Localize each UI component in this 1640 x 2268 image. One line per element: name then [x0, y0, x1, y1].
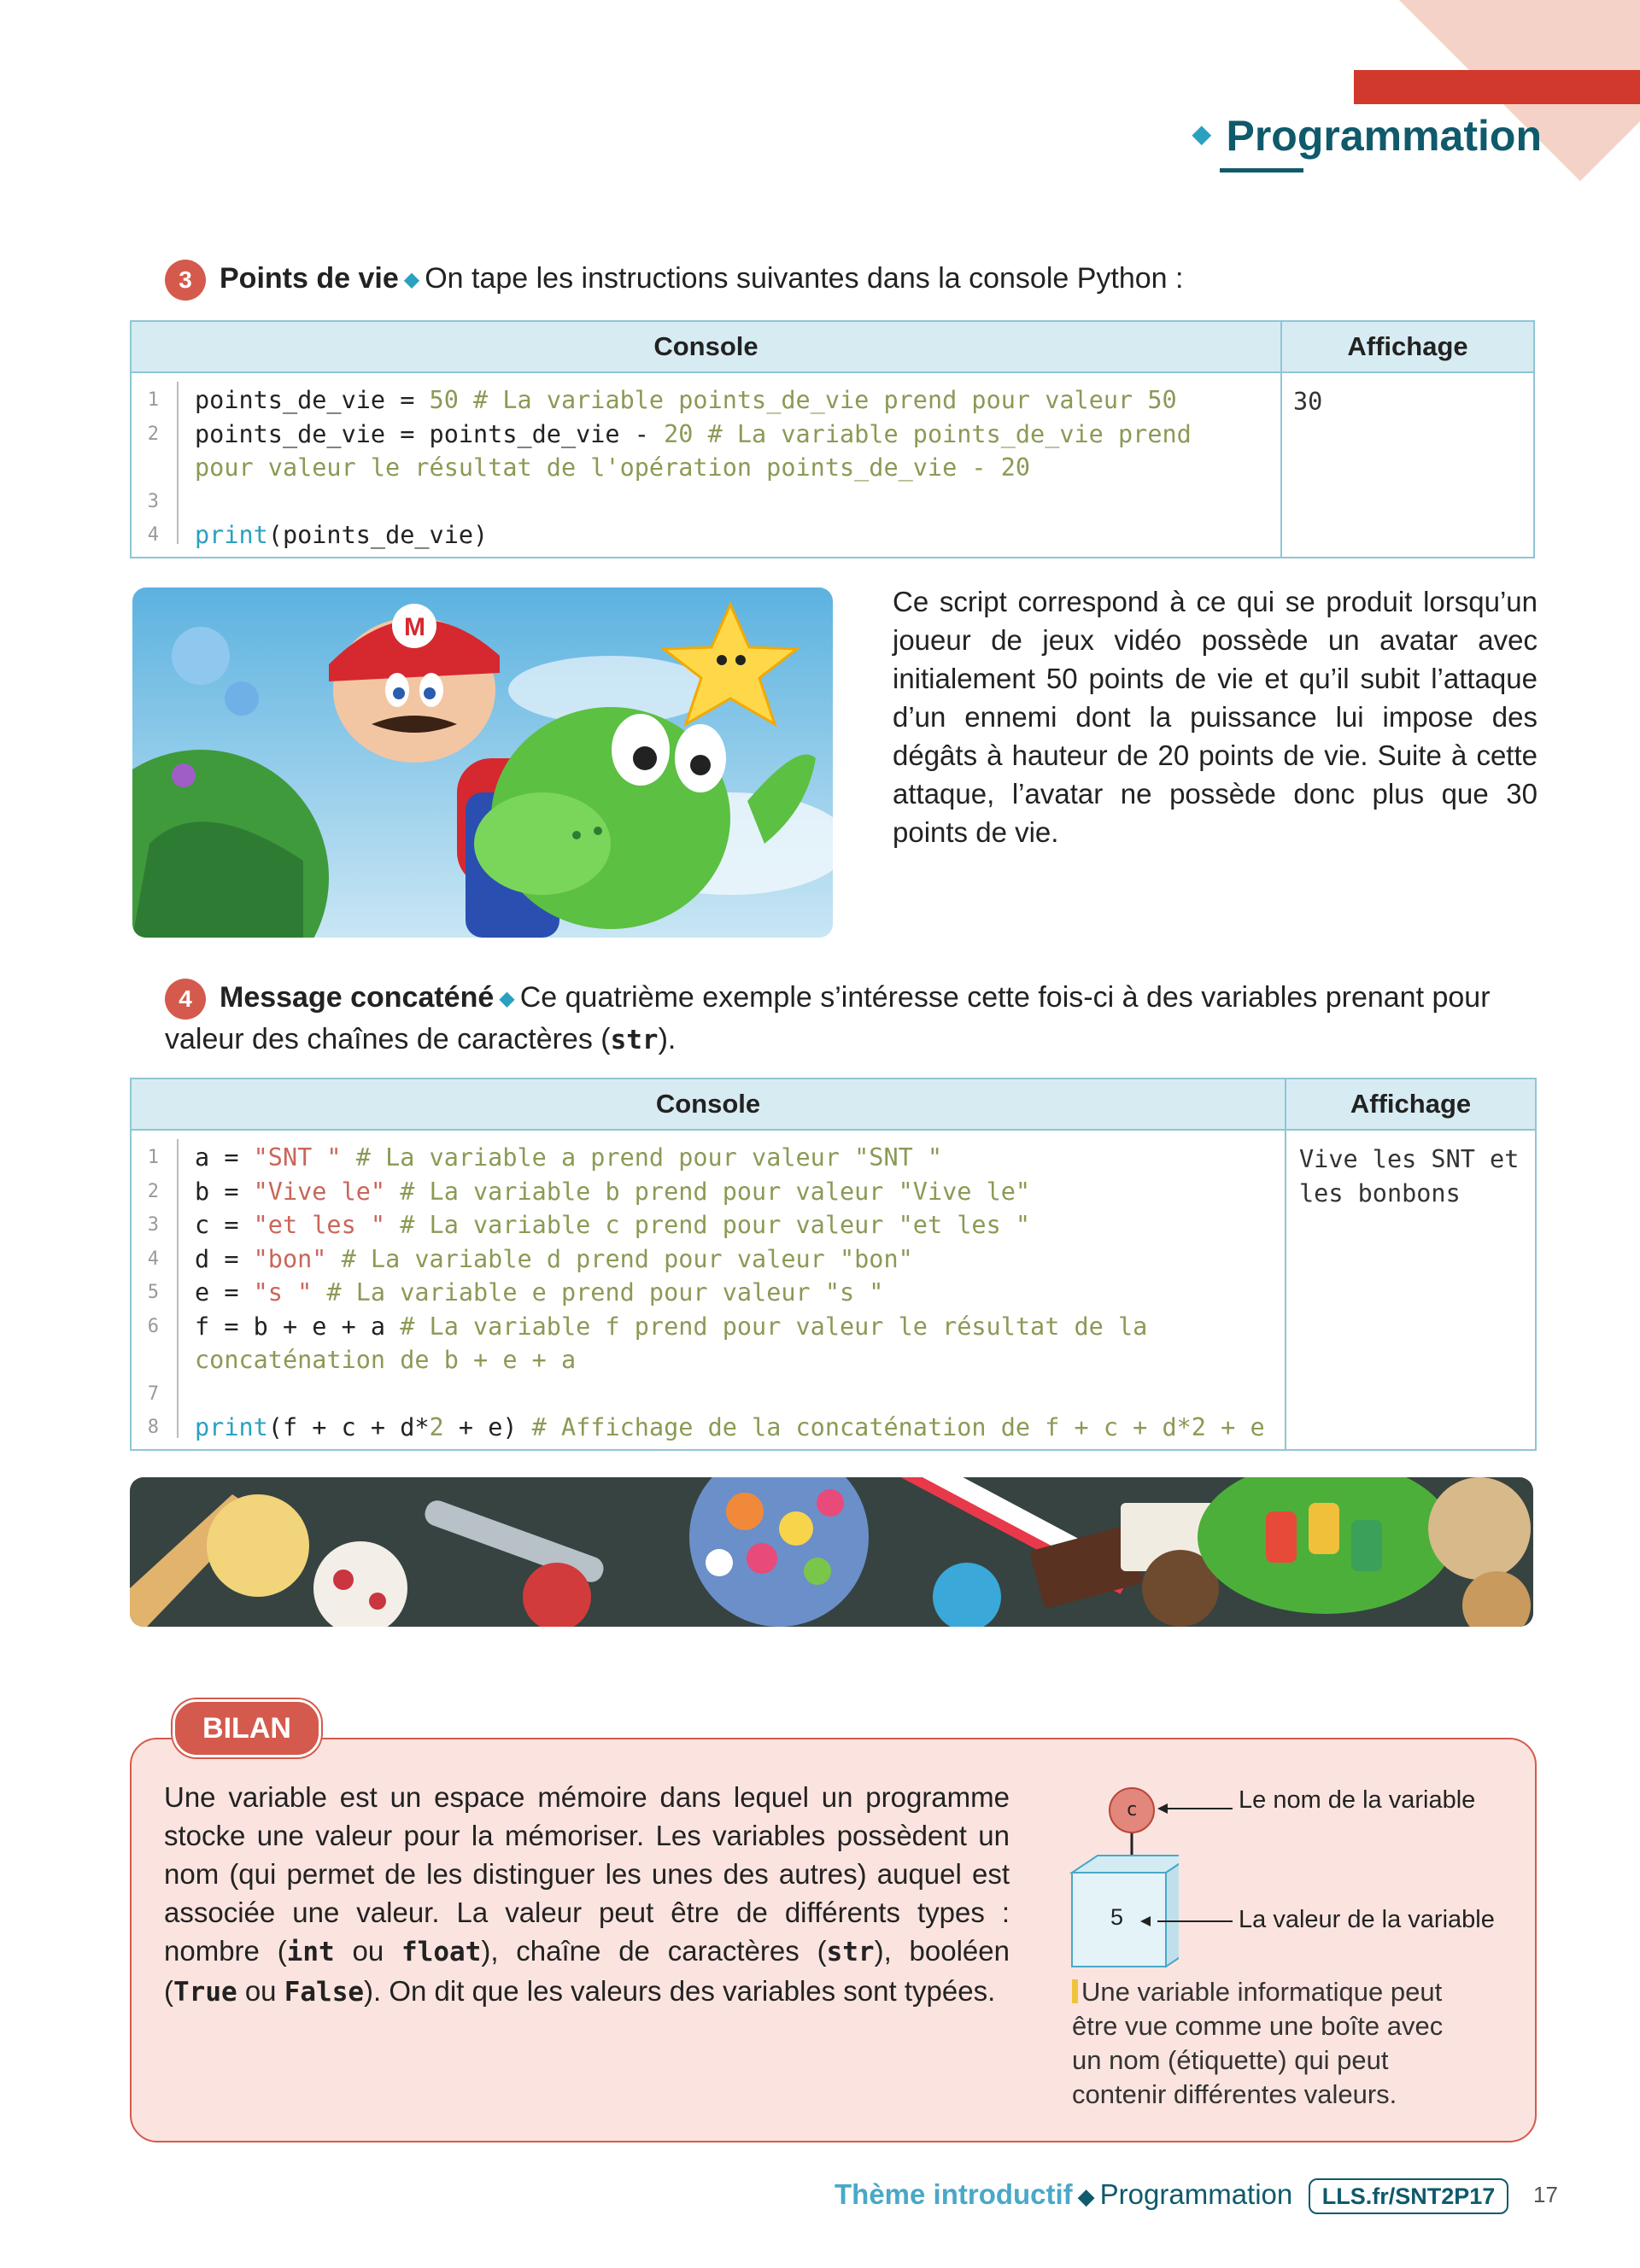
- exercise-number-badge: 4: [165, 979, 206, 1020]
- inline-code: float: [401, 1937, 482, 1967]
- exercise-3-heading: [165, 259, 1532, 301]
- console-header: Console: [132, 322, 1280, 373]
- exercise-intro: On tape les instructions suivantes dans la console Python :: [425, 262, 1184, 295]
- inline-code: False: [284, 1977, 365, 2008]
- game-illustration: [132, 587, 833, 938]
- page-title: [1187, 111, 1542, 161]
- console-table-3: Console Affichage 1 points_de_vie = 50 # La variable points_de_vie prend pour valeur 50 2 points_de_vie = points_de_vie - 20 # La variable points_de_vie prend pour valeur le résultat de l'opération points_de_vie - 20 3 4 print(points_de_vie) 30: [130, 320, 1535, 558]
- svg-text:M: M: [404, 613, 425, 641]
- label-variable-value: La valeur de la variable: [1239, 1906, 1495, 1933]
- page-number: 17: [1533, 2182, 1558, 2207]
- inline-code: str: [826, 1937, 875, 1967]
- page-title-text: Programmation: [1226, 112, 1542, 160]
- line-number: 1: [147, 389, 159, 411]
- column-divider: [1280, 322, 1282, 557]
- bilan-note: Une variable informatique peut être vue comme une boîte avec un nom (étiquette) qui peut contenir différentes valeurs.: [1072, 1977, 1444, 2109]
- footer-section: Programmation: [1099, 2178, 1293, 2210]
- bilan-text: Une variable est un espace mémoire dans lequel un programme stocke une valeur pour la mémoriser. Les variables possèdent un nom (qui permet de les distinguer les unes des autres) auquel est associée une valeur. La valeur peut être de différents types : nombre (int ou float), chaîne de caractères (str), booléen (True ou False). On dit que les valeurs des variables sont typées.: [164, 1781, 1010, 2008]
- bilan-tag: BILAN: [173, 1699, 321, 1757]
- label-variable-name: Le nom de la variable: [1239, 1786, 1476, 1814]
- candy-illustration: [130, 1477, 1533, 1627]
- exercise-4-heading: 4 Message concaténé ◆ Ce quatrième exemple s’intéresse cette fois-ci à des variables prenant pour valeur des chaînes de caractères (str).: [165, 978, 1540, 1060]
- exercise-intro: Ce quatrième exemple s’intéresse cette fois-ci à des variables prenant pour valeur des chaînes de caractères (: [165, 981, 1491, 1056]
- inline-code: int: [286, 1937, 335, 1967]
- footer-breadcrumb: [835, 2177, 1292, 2212]
- console-output: 30: [1293, 388, 1323, 416]
- console-header: Console: [132, 1079, 1285, 1131]
- line-number-gutter: [177, 382, 179, 544]
- exercise-number-badge: 3: [165, 260, 206, 301]
- diamond-icon: ◆: [1077, 2183, 1095, 2209]
- console-output: Vive les SNT et les bonbons: [1299, 1145, 1520, 1207]
- line-number-gutter: [177, 1139, 179, 1438]
- exercise-title: Message concaténé: [220, 981, 495, 1014]
- column-divider: [1285, 1079, 1286, 1449]
- diagram-arrows: [1157, 1793, 1243, 1938]
- explanation-paragraph: Ce script correspond à ce qui se produit lorsqu’un joueur de jeux vidéo possède un avatar avec initialement 50 points de vie et qu’il subit l’attaque d’un ennemi dont la puissance lui impose des dégâts à hauteur de 20 points de vie. Suite à cette attaque, l’avatar ne possède donc plus que 30 points de vie.: [893, 586, 1538, 848]
- line-number: 2: [147, 423, 159, 445]
- highlight-bar: [1072, 1979, 1078, 2003]
- header-red-bar: [1354, 70, 1640, 104]
- inline-code: True: [173, 1977, 237, 2008]
- output-header: Affichage: [1286, 1079, 1535, 1131]
- diamond-icon: ◆: [403, 268, 420, 292]
- line-number: 4: [147, 524, 159, 546]
- title-underline: [1220, 168, 1303, 172]
- line-number: 3: [147, 490, 159, 512]
- variable-name-tag: c: [1109, 1787, 1155, 1833]
- footer-link[interactable]: LLS.fr/SNT2P17: [1309, 2178, 1508, 2214]
- output-header: Affichage: [1282, 322, 1533, 373]
- exercise-title: Points de vie: [220, 262, 399, 295]
- mario-galaxy-image: [132, 587, 833, 938]
- arrow-head-icon: [1140, 1916, 1151, 1926]
- console-table-4: Console Affichage 1 a = "SNT " # La variable a prend pour valeur "SNT " 2 b = "Vive le" # La variable b prend pour valeur "Vive le" 3 c = "et les " # La variable c prend pour valeur "et les " 4 d = "bon" # La variable d prend pour valeur "bon" 5 e = "s " # La variable e prend pour valeur "s " 6 f = b + e + a # La variable f prend pour valeur le résultat de la concaténation de b + e + a 7 8 print(f + c + d*2 + e) # Affichage de la concaténation de f + c + d*2 + e Vive les SNT et les bonbons: [130, 1078, 1537, 1451]
- inline-code: str: [610, 1025, 659, 1056]
- variable-value: 5: [1110, 1904, 1124, 1930]
- diamond-icon: ◆: [1192, 120, 1211, 148]
- diamond-icon: ◆: [499, 987, 515, 1011]
- candy-banner-image: [130, 1477, 1533, 1627]
- footer-theme: Thème introductif: [835, 2178, 1073, 2210]
